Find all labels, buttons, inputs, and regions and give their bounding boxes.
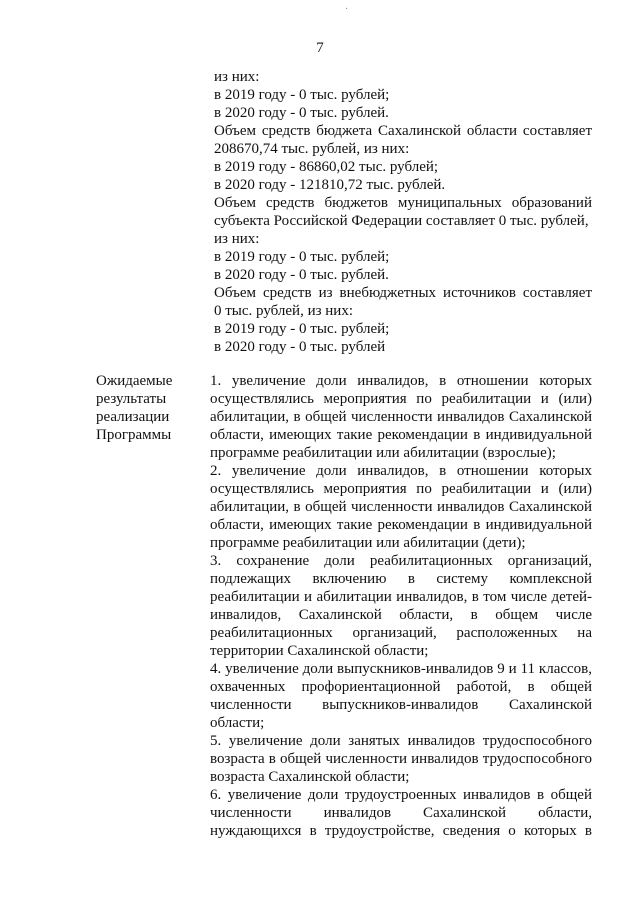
results-label-line: Ожидаемые	[96, 373, 173, 389]
funding-section	[214, 68, 592, 356]
results-line: 4. увеличение доли выпускников-инвалидов 9 и 11 классов,	[210, 661, 592, 677]
results-line: инвалидов, Сахалинской области, в общем числе	[210, 607, 592, 623]
funding-line: в 2020 году - 0 тыс. рублей.	[214, 105, 389, 121]
funding-line: субъекта Российской Федерации составляет 0 тыс. рублей,	[214, 213, 589, 229]
results-line: численности выпускников-инвалидов Сахалинской	[210, 697, 592, 713]
funding-line: в 2019 году - 0 тыс. рублей;	[214, 87, 390, 103]
results-label-line: Программы	[96, 427, 172, 443]
funding-line: 0 тыс. рублей, из них:	[214, 303, 353, 319]
results-label-line: результаты	[96, 391, 167, 407]
results-line: абилитации, в общей численности инвалидов Сахалинской	[210, 409, 592, 425]
results-line: подлежащих включению в систему комплексной	[210, 571, 592, 587]
top-mark: ·	[345, 4, 349, 15]
results-line: области;	[210, 715, 265, 731]
page-number: 7	[316, 40, 324, 56]
results-line: 2. увеличение доли инвалидов, в отношении которых	[210, 463, 592, 479]
results-line: программе реабилитации или абилитации (взрослые);	[210, 445, 556, 461]
results-line: осуществлялись мероприятия по реабилитации и (или)	[210, 391, 592, 407]
funding-line: Объем средств бюджета Сахалинской области составляет	[214, 123, 592, 139]
funding-line: Объем средств бюджетов муниципальных образований	[214, 195, 592, 211]
funding-line: из них:	[214, 231, 260, 247]
results-line: программе реабилитации или абилитации (дети);	[210, 535, 526, 551]
results-line: осуществлялись мероприятия по реабилитации и (или)	[210, 481, 592, 497]
results-line: 1. увеличение доли инвалидов, в отношении которых	[210, 373, 592, 389]
results-line: области, имеющих такие рекомендации в индивидуальной	[210, 517, 592, 533]
results-line: возраста Сахалинской области;	[210, 769, 410, 785]
results-label-line: реализации	[96, 409, 170, 425]
results-line: территории Сахалинской области;	[210, 643, 429, 659]
funding-line: 208670,74 тыс. рублей, из них:	[214, 141, 410, 157]
results-line: реабилитационных организаций, расположенных на	[210, 625, 592, 641]
funding-line: из них:	[214, 69, 260, 85]
funding-line: в 2020 году - 121810,72 тыс. рублей.	[214, 177, 446, 193]
results-line: охваченных профориентационной работой, в общей	[210, 679, 592, 695]
funding-line: в 2019 году - 0 тыс. рублей;	[214, 249, 390, 265]
results-line: 6. увеличение доли трудоустроенных инвалидов в общей	[210, 787, 592, 803]
results-line: 3. сохранение доли реабилитационных организаций,	[210, 553, 592, 569]
funding-line: в 2020 году - 0 тыс. рублей	[214, 339, 386, 355]
results-line: абилитации, в общей численности инвалидов Сахалинской	[210, 499, 592, 515]
results-line: нуждающихся в трудоустройстве, сведения о которых в	[210, 823, 592, 839]
results-line: области, имеющих такие рекомендации в индивидуальной	[210, 427, 592, 443]
results-line: реабилитации и абилитации инвалидов, в том числе детей-	[210, 589, 592, 605]
funding-line: в 2019 году - 86860,02 тыс. рублей;	[214, 159, 439, 175]
funding-line: Объем средств из внебюджетных источников составляет	[214, 285, 592, 301]
funding-line: в 2019 году - 0 тыс. рублей;	[214, 321, 390, 337]
results-line: возраста в общей численности инвалидов трудоспособного	[210, 751, 592, 767]
results-line: численности инвалидов Сахалинской области,	[210, 805, 592, 821]
funding-line: в 2020 году - 0 тыс. рублей.	[214, 267, 389, 283]
results-section	[210, 372, 592, 840]
results-line: 5. увеличение доли занятых инвалидов трудоспособного	[210, 733, 592, 749]
results-label	[96, 372, 196, 444]
